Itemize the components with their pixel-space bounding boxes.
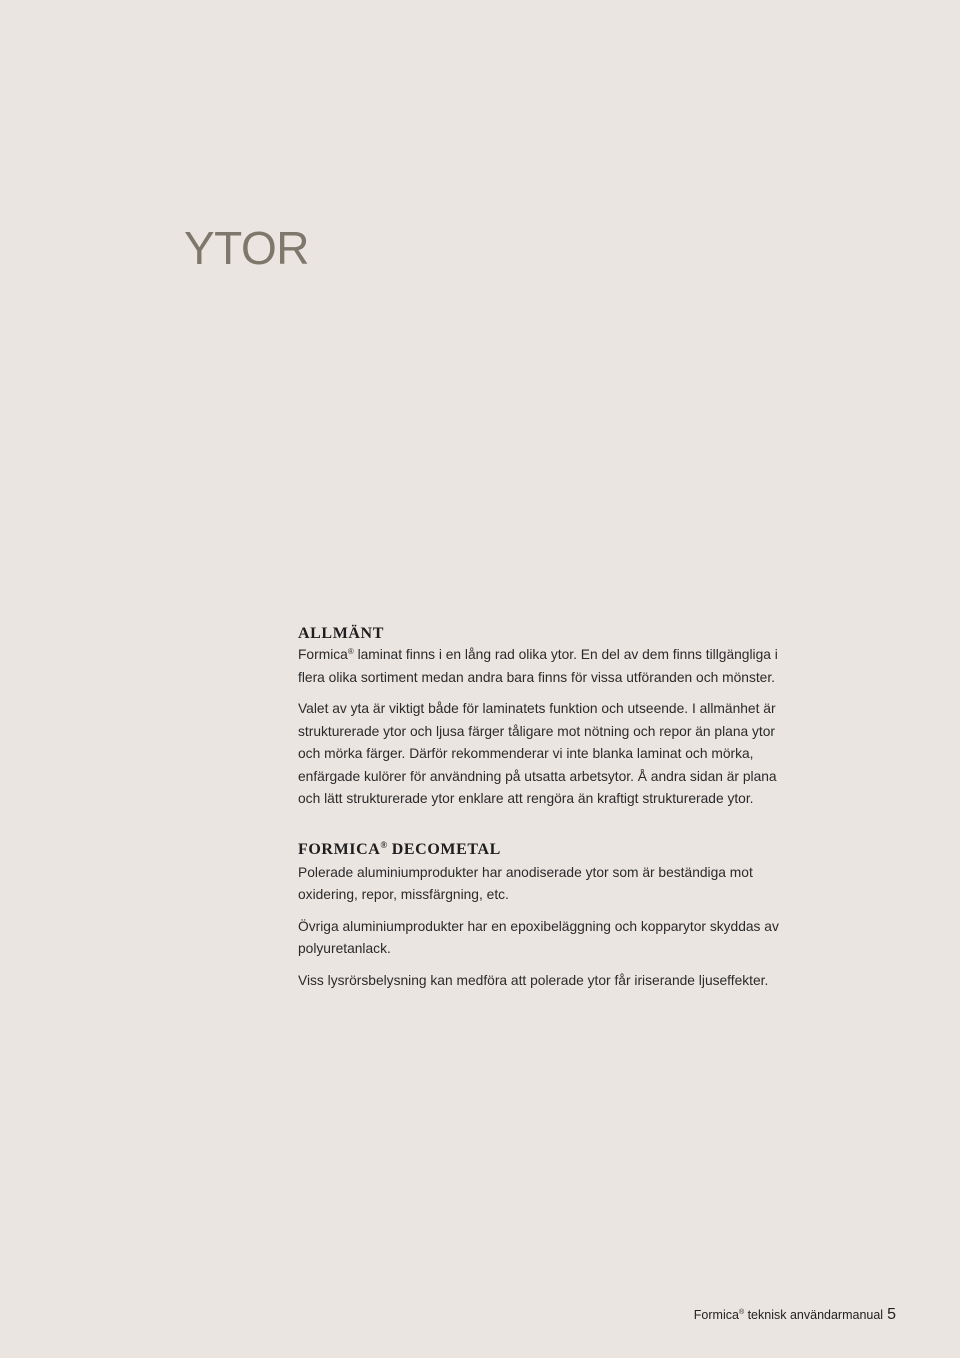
brand-name: Formica	[298, 647, 348, 662]
heading-product: DECOMETAL	[387, 840, 501, 858]
heading-brand: FORMICA	[298, 840, 381, 858]
page-title: YTOR	[184, 222, 309, 274]
registered-mark: ®	[347, 647, 354, 656]
page-number: 5	[887, 1306, 896, 1323]
main-content	[298, 624, 798, 992]
paragraph-intro	[298, 644, 798, 689]
footer-registered-mark: ®	[738, 1309, 745, 1316]
page-footer	[694, 1304, 896, 1324]
section-heading-allmant: ALLMÄNT	[298, 625, 384, 642]
paragraph-intro-text: laminat finns i en lång rad olika ytor. En del av dem finns tillgängliga i flera olika sortiment medan andra bara finns för vissa utföranden och mönster.	[298, 647, 778, 685]
paragraph-fluorescent-lighting: Viss lysrörsbelysning kan medföra att polerade ytor får iriserande ljuseffekter.	[298, 972, 769, 988]
heading-registered-mark: ®	[380, 839, 388, 850]
footer-brand: Formica	[693, 1308, 739, 1322]
footer-title: teknisk användarmanual	[744, 1308, 884, 1322]
paragraph-polished-aluminium: Polerade aluminiumprodukter har anodiserade ytor som är beständiga mot oxidering, repor, missfärgning, etc.	[298, 864, 753, 902]
paragraph-other-aluminium: Övriga aluminiumprodukter har en epoxibeläggning och kopparytor skyddas av polyuretanlack.	[298, 918, 779, 956]
section-heading-decometal	[298, 835, 798, 860]
paragraph-surface-choice: Valet av yta är viktigt både för laminatets funktion och utseende. I allmänhet är strukturerade ytor och ljusa färger tåligare mot nötning och repor än plana ytor och mörka färger. Därför rekommenderar vi inte blanka laminat och mörka, enfärgade kulörer för användning på utsatta arbetsytor. Å andra sidan är plana och lätt strukturerade ytor enklare att rengöra än kraftigt strukturerade ytor.	[298, 701, 777, 806]
